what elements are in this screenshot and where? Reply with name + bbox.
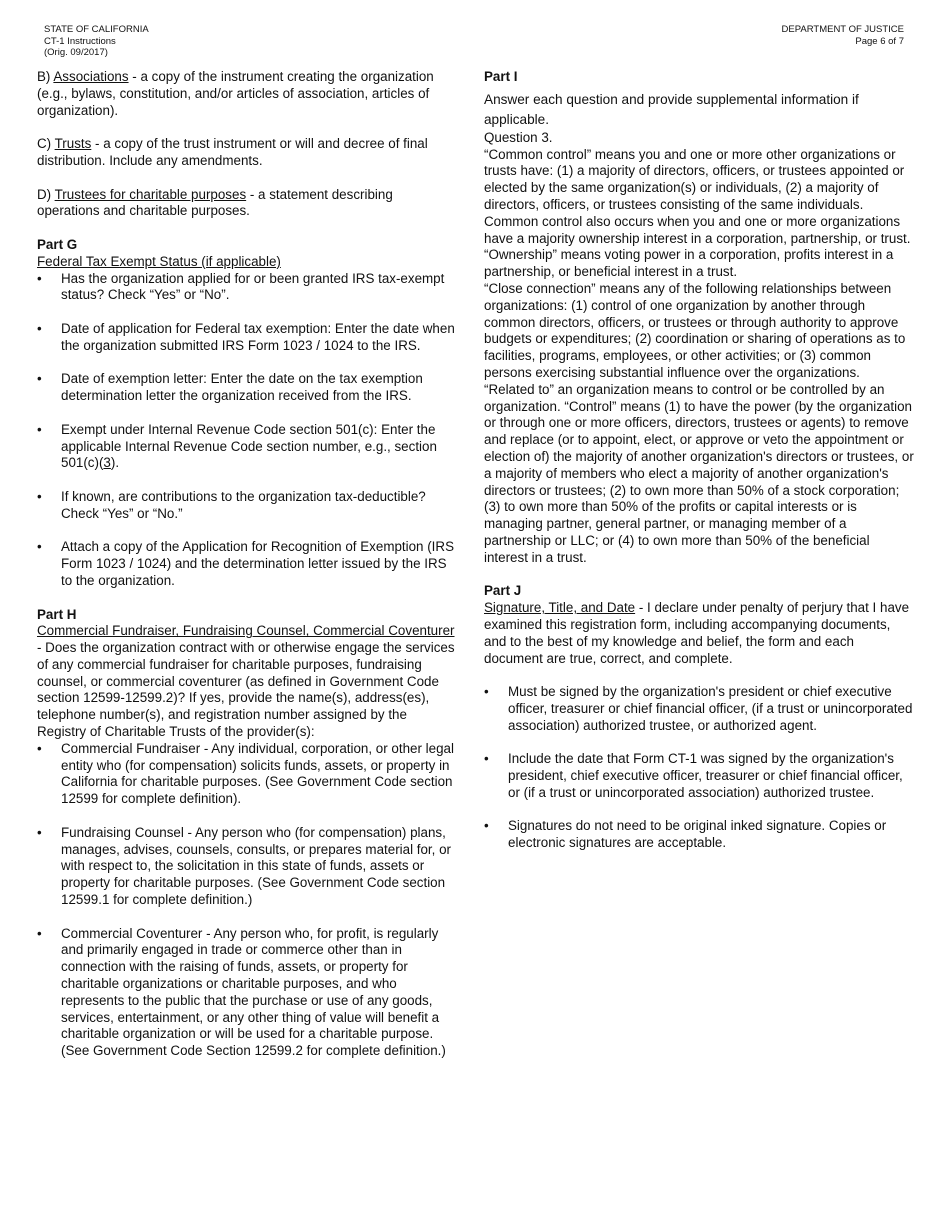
list-item-text: Commercial Fundraiser - Any individual, corporation, or other legal entity who (for compensation) solicits funds, assets, or property in California for charitable purposes. (See Government Code section 12599 for complete definition).	[61, 740, 454, 807]
related-to-paragraph: “Related to” an organization means to control or be controlled by an organization. “Control” means (1) to have the power (by the organization or through one or more officers, directors, trustees or agents) to remove and replace (or to appoint, elect, or approve or veto the appointment or election of) the majority of another organization's directors or trustees, or a majority of members who elect a majority of another organization's directors or trustees; (2) to own more than 50% of a stock corporation; (3) to own more than 50% of the profits or capital interests or is managing partner, general partner, or managing member of a partnership or LLC; or (4) to own more than 50% of the beneficial interest in a trust.	[484, 381, 914, 565]
part-h-list	[37, 741, 455, 1060]
part-j-term: Signature, Title, and Date	[484, 600, 636, 616]
list-item	[37, 741, 455, 808]
bullet-icon: •	[37, 320, 42, 336]
bullet-icon: •	[37, 539, 42, 555]
list-item	[37, 825, 455, 909]
part-h-paragraph	[37, 623, 455, 741]
list-item-text: Must be signed by the organization's president or chief executive officer, treasurer or chief financial officer, (if a trust or unincorporated association) authorized trustee, or authorized agent.	[508, 684, 913, 733]
part-j-heading: Part J	[484, 583, 522, 599]
list-item-text: Has the organization applied for or been granted IRS tax-exempt status? Check “Yes” or “No”.	[61, 270, 445, 303]
part-j-list	[484, 684, 916, 852]
bullet-icon: •	[37, 421, 42, 437]
part-g-heading: Part G	[37, 236, 78, 252]
list-item	[37, 371, 455, 405]
part-g-subheading: Federal Tax Exempt Status (if applicable)	[37, 253, 281, 269]
right-column	[484, 69, 916, 852]
list-item	[37, 539, 455, 589]
close-connection-paragraph: “Close connection” means any of the following relationships between organizations: (1) control of one organization by another through common directors, officers, or trustees or through authority to approve budgets or expenditures; (2) coordination or sharing of operations as to facilities, programs, employees, or other activities; or (3) common persons exercising substantial influence over the organizations.	[484, 280, 906, 380]
trustees-prefix: D)	[37, 186, 55, 202]
bullet-icon: •	[37, 824, 42, 840]
trusts-term: Trusts	[54, 136, 92, 152]
list-item-text-end: ).	[110, 455, 120, 471]
question-label: Question 3.	[484, 129, 553, 145]
list-item	[484, 684, 916, 734]
header-state: STATE OF CALIFORNIA	[44, 24, 149, 35]
list-item	[37, 926, 455, 1060]
list-item	[484, 818, 916, 852]
trustees-paragraph	[37, 187, 455, 221]
part-j-paragraph	[484, 600, 916, 667]
bullet-icon: •	[484, 818, 489, 834]
part-h-heading: Part H	[37, 606, 77, 622]
header-revision: (Orig. 09/2017)	[44, 47, 108, 58]
part-i-intro: Answer each question and provide supplemental information if applicable.	[484, 91, 859, 127]
bullet-icon: •	[37, 371, 42, 387]
section-number: 3	[103, 455, 111, 471]
trusts-prefix: C)	[37, 136, 55, 152]
part-h-term: Commercial Fundraiser, Fundraising Counsel, Commercial Coventurer	[37, 623, 455, 639]
list-item-text: Attach a copy of the Application for Recognition of Exemption (IRS Form 1023 / 1024) and the determination letter issued by the IRS to the organization.	[61, 539, 455, 588]
header-department: DEPARTMENT OF JUSTICE	[781, 24, 904, 35]
list-item	[37, 489, 455, 523]
list-item-text: Exempt under Internal Revenue Code section 501(c): Enter the applicable Internal Revenue Code section number, e.g., section 501(c)(	[61, 421, 437, 471]
list-item-text: Signatures do not need to be original inked signature. Copies or electronic signatures are acceptable.	[508, 818, 887, 851]
header-left	[44, 24, 149, 59]
part-h-text: - Does the organization contract with or otherwise engage the services of any commercial fundraiser for charitable purposes, fundraising counsel, or commercial coventurer (as defined in Government Code section 12599-12599.2)? If yes, provide the name(s), address(es), telephone number(s), and registration number assigned by the Registry of Charitable Trusts of the provider(s):	[37, 640, 455, 740]
part-j-text: - I declare under penalty of perjury that I have examined this registration form, including accompanying documents, and to the best of my knowledge and belief, the form and each document are true, correct, and complete.	[484, 600, 910, 666]
header-page-number: Page 6 of 7	[855, 35, 904, 47]
list-item	[37, 321, 455, 355]
trustees-term: Trustees for charitable purposes	[54, 186, 247, 202]
list-item	[37, 271, 455, 305]
list-item-text: If known, are contributions to the organization tax-deductible? Check “Yes” or “No.”	[61, 488, 426, 521]
bullet-icon: •	[37, 488, 42, 504]
part-g-list	[37, 271, 455, 590]
bullet-icon: •	[37, 740, 42, 756]
list-item-text: Fundraising Counsel - Any person who (for compensation) plans, manages, advises, counsels, consults, or prepares material for, or with respect to, the solicitation in this state of funds, assets or property for charitable purposes. (See Government Code section 12599.1 for complete definition.)	[61, 824, 452, 908]
header-right	[782, 24, 904, 47]
trustees-text: - a statement describing operations and charitable purposes.	[37, 186, 393, 219]
bullet-icon: •	[484, 684, 489, 700]
list-item-text: Date of exemption letter: Enter the date on the tax exemption determination letter the organization received from the IRS.	[61, 371, 423, 404]
bullet-icon: •	[37, 925, 42, 941]
left-column	[37, 69, 455, 1060]
common-control-paragraph: “Common control” means you and one or more other organizations or trusts have: (1) a majority of directors, officers, or trustees appointed or elected by the same organization(s) or individuals, (2) a majority of directors, officers, or trustees consisting of the same individuals. Common control also occurs when you and one or more organizations have a majority ownership interest in a corporation, partnership, or trust. “Ownership” means voting power in a corporation, profits interest in a partnership, or beneficial interest in a trust.	[484, 146, 911, 280]
associations-term: Associations	[53, 69, 129, 84]
trusts-paragraph	[37, 136, 455, 170]
associations-paragraph	[37, 69, 455, 119]
trusts-text: - a copy of the trust instrument or will and decree of final distribution. Include any amendments.	[37, 136, 428, 168]
header-form-name: CT-1 Instructions	[44, 35, 116, 47]
list-item	[37, 422, 455, 472]
list-item-text: Include the date that Form CT-1 was signed by the organization's president, chief executive officer, treasurer or chief financial officer, or (if a trust or unincorporated association) authorized trustee.	[508, 751, 903, 800]
bullet-icon: •	[484, 751, 489, 767]
bullet-icon: •	[37, 270, 42, 286]
associations-prefix: B)	[37, 69, 54, 84]
part-i-heading: Part I	[484, 69, 518, 84]
list-item-text: Commercial Coventurer - Any person who, for profit, is regularly and primarily engaged in trade or commerce other than in connection with the raising of funds, assets, or property for charitable organizations or charitable purposes, and who represents to the public that the purchase or use of any goods, services, entertainment, or any other thing of value will benefit a charitable organization or will be used for a charitable purpose. (See Government Code Section 12599.2 for complete definition.)	[61, 925, 446, 1059]
list-item-text: Date of application for Federal tax exemption: Enter the date when the organization submitted IRS Form 1023 / 1024 to the IRS.	[61, 320, 455, 353]
list-item	[484, 751, 916, 801]
associations-text: - a copy of the instrument creating the organization (e.g., bylaws, constitution, and/or articles of association, articles of organization).	[37, 69, 434, 118]
